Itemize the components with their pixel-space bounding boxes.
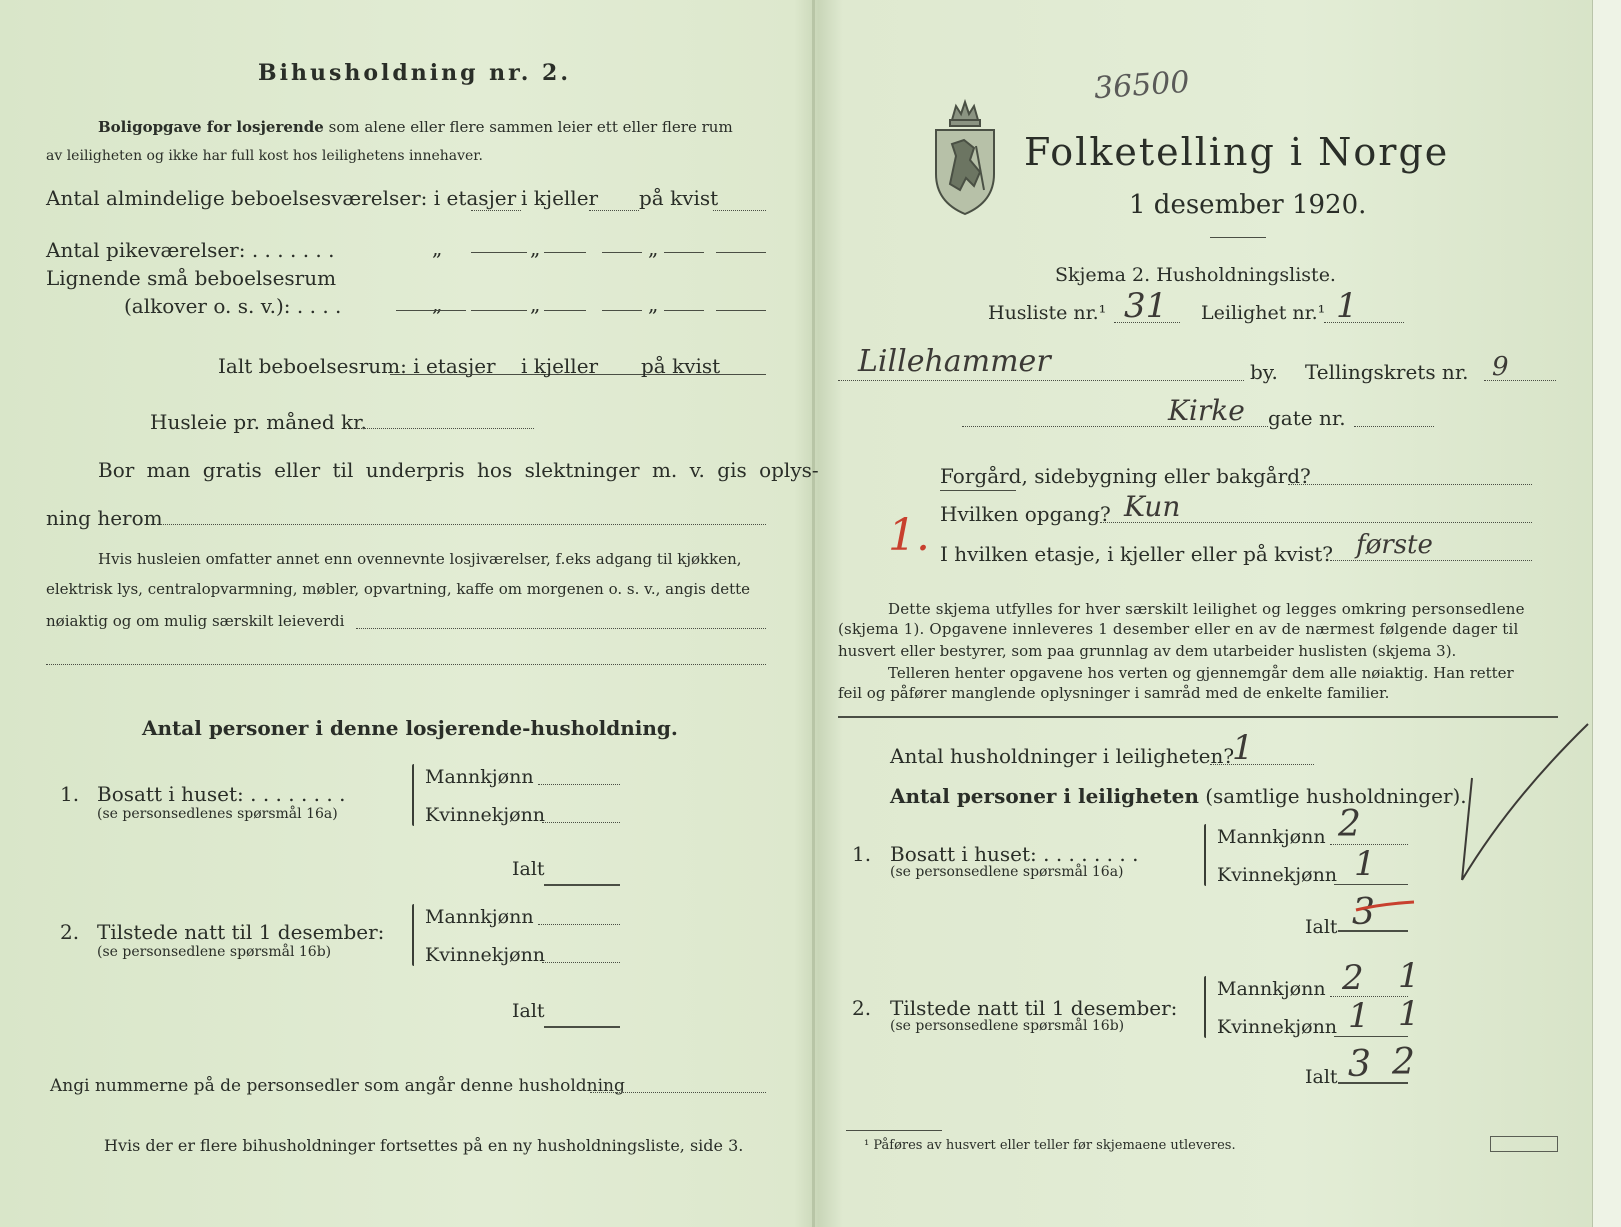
lignende-quote-3: „	[648, 292, 659, 316]
left-q1-label: Bosatt i huset: . . . . . . . .	[97, 782, 346, 806]
pike-quote-2: „	[530, 236, 541, 260]
left-q2-ialt: Ialt	[512, 1000, 545, 1022]
left-antal-title: Antal personer i denne losjerende-husholdning.	[142, 716, 678, 740]
left-q1-sub: (se personsedlenes spørsmål 16a)	[97, 806, 338, 822]
right-q2-kvinne-value-b: 1	[1398, 994, 1420, 1034]
right-q1-num: 1.	[852, 842, 872, 866]
intro-line-2: av leiligheten og ikke har full kost hos leilighetens innehaver.	[46, 148, 483, 164]
right-q2-num: 2.	[852, 996, 872, 1020]
footnote-rule	[846, 1130, 942, 1131]
printer-stamp	[1490, 1136, 1558, 1152]
intro-rest: som alene eller flere sammen leier ett eller flere rum	[328, 118, 733, 136]
hvis-line-2: elektrisk lys, centralopvarmning, møbler, opvartning, kaffe om morgenen o. s. v., angis dette	[46, 580, 751, 598]
main-title: Folketelling i Norge	[1024, 130, 1450, 174]
lignende-quote: „	[432, 292, 443, 316]
right-q1-ialt: Ialt	[1305, 916, 1338, 938]
dette-line-3: husvert eller bestyrer, som paa grunnlag av dem utarbeider huslisten (skjema 3).	[838, 642, 1457, 660]
left-q2-mann: Mannkjønn	[425, 906, 534, 928]
antal-pers-rest: (samtlige husholdninger).	[1205, 784, 1467, 808]
pike-quote-3: „	[648, 236, 659, 260]
rooms-kvist-label: på kvist	[639, 186, 719, 210]
right-q2-ialt-value-b: 2	[1392, 1042, 1415, 1083]
forgard-label: Forgård, sidebygning eller bakgård?	[940, 464, 1311, 488]
left-q2-sub: (se personsedlene spørsmål 16b)	[97, 944, 332, 960]
right-q1-sub: (se personsedlene spørsmål 16a)	[890, 864, 1124, 880]
antal-hush-label: Antal husholdninger i leiligheten?	[890, 744, 1235, 768]
left-q2-num: 2.	[60, 920, 80, 944]
census-date: 1 desember 1920.	[1129, 190, 1367, 220]
husliste-label: Husliste nr.¹	[988, 302, 1107, 324]
left-q2-label: Tilstede natt til 1 desember:	[97, 920, 385, 944]
angi-label: Angi nummerne på de personsedler som angår denne husholdning	[50, 1076, 625, 1096]
dette-line-5: feil og påfører manglende oplysninger i samråd med de enkelte familier.	[838, 684, 1390, 702]
etasje-label: I hvilken etasje, i kjeller eller på kvist?	[940, 542, 1333, 566]
right-q2-kvinne-value: 1	[1348, 996, 1370, 1036]
krets-value: 9	[1492, 352, 1509, 382]
husliste-value: 31	[1124, 286, 1168, 326]
antal-pers-bold: Antal personer i leiligheten	[890, 784, 1199, 808]
right-q2-mann-value: 2	[1342, 958, 1364, 998]
right-q1-kvinne: Kvinnekjønn	[1217, 864, 1338, 886]
left-q1-mann: Mannkjønn	[425, 766, 534, 788]
left-q1-kvinne: Kvinnekjønn	[425, 804, 546, 826]
right-q2-label: Tilstede natt til 1 desember:	[890, 996, 1178, 1020]
leilighet-label: Leilighet nr.¹	[1201, 302, 1326, 324]
ialt-rooms-label: Ialt beboelsesrum: i etasjer	[218, 354, 496, 378]
archive-number: 36500	[1092, 64, 1191, 107]
right-q2-ialt: Ialt	[1305, 1066, 1338, 1088]
red-pencil-stroke	[1356, 902, 1414, 910]
gate-value: Kirke	[1168, 394, 1245, 427]
intro-bold: Boligopgave for losjerende	[98, 118, 324, 136]
right-q1-mann-value: 2	[1338, 804, 1361, 845]
right-q2-ialt-value: 3	[1348, 1044, 1371, 1085]
lignende-label-1: Lignende små beboelsesrum	[46, 266, 337, 290]
rooms-label: Antal almindelige beboelsesværelser: i etasjer	[46, 186, 517, 210]
etasje-value: første	[1356, 530, 1433, 560]
hvis-line-3: nøiaktig og om mulig særskilt leieverdi	[46, 612, 345, 630]
pike-label: Antal pikeværelser: . . . . . . .	[46, 238, 335, 262]
right-q2-mann-value-b: 1	[1398, 956, 1420, 996]
check-mark	[1462, 724, 1588, 880]
skjema-label: Skjema 2. Husholdningsliste.	[1055, 264, 1336, 286]
dette-line-4: Telleren henter opgavene hos verten og gjennemgår dem alle nøiaktig. Han retter	[888, 664, 1514, 682]
by-label: by.	[1250, 360, 1278, 384]
ialt-kvist-label: på kvist	[641, 354, 721, 378]
pike-quote: „	[432, 236, 443, 260]
krets-label: Tellingskrets nr.	[1305, 360, 1469, 384]
rooms-kjeller-label: i kjeller	[521, 186, 599, 210]
opgang-value: Kun	[1124, 490, 1181, 523]
husleie-label: Husleie pr. måned kr.	[150, 410, 367, 434]
left-q2-kvinne: Kvinnekjønn	[425, 944, 546, 966]
right-q2-mann: Mannkjønn	[1217, 978, 1326, 1000]
hvis-line-1: Hvis husleien omfatter annet enn ovennevnte losjiværelser, f.eks adgang til kjøkken,	[98, 550, 742, 568]
left-q1-num: 1.	[60, 782, 80, 806]
opgang-label: Hvilken opgang?	[940, 502, 1111, 526]
ialt-kjeller-label: i kjeller	[521, 354, 599, 378]
gate-label: gate nr.	[1268, 406, 1346, 430]
lignende-quote-2: „	[530, 292, 541, 316]
right-q1-kvinne-value: 1	[1354, 844, 1376, 884]
right-q1-mann: Mannkjønn	[1217, 826, 1326, 848]
dette-line-2: (skjema 1). Opgavene innleveres 1 desember eller en av de nærmest følgende dager til	[838, 620, 1519, 638]
right-q2-kvinne: Kvinnekjønn	[1217, 1016, 1338, 1038]
left-q1-ialt: Ialt	[512, 858, 545, 880]
right-q1-label: Bosatt i huset: . . . . . . . .	[890, 842, 1139, 866]
left-title: Bihusholdning nr. 2.	[258, 60, 571, 86]
leilighet-value: 1	[1336, 286, 1358, 326]
bor-line-1: Bor man gratis eller til underpris hos slektninger m. v. gis oplys-	[98, 458, 819, 482]
right-q2-sub: (se personsedlene spørsmål 16b)	[890, 1018, 1125, 1034]
left-footer: Hvis der er flere bihusholdninger fortsettes på en ny husholdningsliste, side 3.	[104, 1136, 744, 1155]
red-margin-mark: 1.	[888, 510, 930, 561]
lignende-label-2: (alkover o. s. v.): . . . .	[124, 294, 342, 318]
by-value: Lillehammer	[858, 344, 1051, 379]
footnote: ¹ Påføres av husvert eller teller før skjemaene utleveres.	[864, 1138, 1236, 1153]
dette-line-1: Dette skjema utfylles for hver særskilt leilighet og legges omkring personsedlene	[888, 600, 1525, 618]
antal-hush-value: 1	[1232, 728, 1254, 768]
right-q1-ialt-value: 3	[1352, 892, 1375, 933]
bor-line-2: ning herom	[46, 506, 163, 530]
